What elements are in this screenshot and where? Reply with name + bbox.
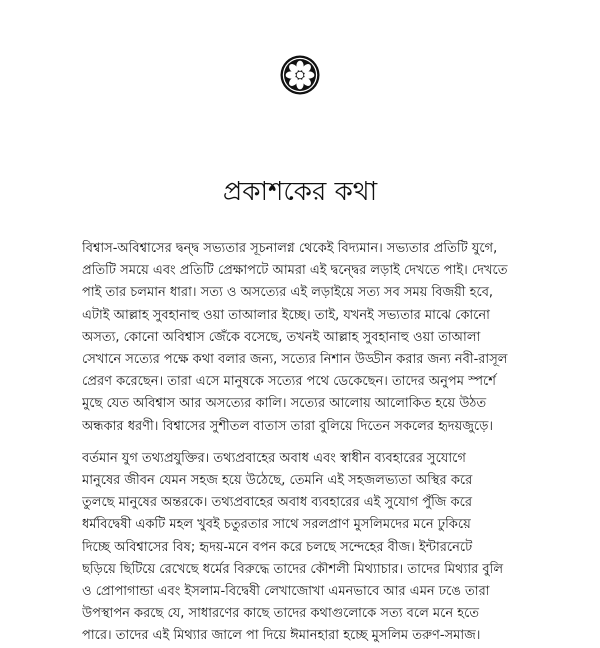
text-line: প্রতিটি সময়ে এবং প্রতিটি প্রেক্ষাপটে আমরা এই দ্বন্দ্বের লড়াই দেখতে পাই। দেখতে [82, 263, 508, 279]
page-title: প্রকাশকের কথা [222, 177, 378, 207]
text-line: অসত্য, কোনো অবিশ্বাস জেঁকে বসেছে, তখনই আল্লাহ সুবহানাহু ওয়া তাআলা [82, 329, 481, 345]
text-line: প্রেরণ করেছেন। তারা এসে মানুষকে সত্যের পথে ডেকেছেন। তাদের অনুপম স্পর্শে [82, 374, 496, 390]
paragraph [82, 238, 542, 438]
text-line: এটাই আল্লাহ সুবহানাহু ওয়া তাআলার ইচ্ছে। তাই, যখনই সভ্যতার মাঝে কোনো [82, 307, 490, 323]
text-line: অন্ধকার ধরণী। বিশ্বাসের সুশীতল বাতাস তারা বুলিয়ে দিতেন সকলের হৃদয়জুড়ে। [82, 418, 494, 434]
text-line: বর্তমান যুগ তথ্যপ্রযুক্তির। তথ্যপ্রবাহের অবাধ এবং স্বাধীন ব্যবহারের সুযোগে [82, 450, 466, 466]
paragraph [82, 448, 542, 648]
text-line: মানুষের জীবন যেমন সহজ হয়ে উঠেছে, তেমনি এই সহজলভ্যতা অস্থির করে [82, 473, 473, 489]
text-line: উপস্থাপন করছে যে, সাধারণের কাছে তাদের কথাগুলোকে সত্য বলে মনে হতে [82, 606, 480, 622]
text-line: সেখানে সত্যের পক্ষে কথা বলার জন্য, সত্যের নিশান উড্ডীন করার জন্য নবী-রাসূল [82, 352, 508, 368]
text-line: পাই তার চলমান ধারা। সত্য ও অসত্যের এই লড়াইয়ে সত্য সব সময় বিজয়ী হবে, [82, 285, 494, 301]
body-text [82, 238, 542, 648]
text-line: দিচ্ছে অবিশ্বাসের বিষ; হৃদয়-মনে বপন করে চলছে সন্দেহের বীজ। ইন্টারনেটে [82, 539, 473, 555]
text-line: ধর্মবিদ্বেষী একটি মহল খুবই চতুরতার সাথে সরলপ্রাণ মুসলিমদের মনে ঢুকিয়ে [82, 517, 471, 533]
flower-ornament-icon [279, 54, 321, 96]
text-line: পারে। তাদের এই মিথ্যার জালে পা দিয়ে ঈমানহারা হচ্ছে মুসলিম তরুণ-সমাজ। [82, 628, 481, 644]
text-line: বিশ্বাস-অবিশ্বাসের দ্বন্দ্ব সভ্যতার সূচনালগ্ন থেকেই বিদ্যমান। সভ্যতার প্রতিটি যুগে, [82, 241, 498, 256]
text-line: মুছে যেত অবিশ্বাস আর অসত্যের কালি। সত্যের আলোয় আলোকিত হয়ে উঠত [82, 396, 487, 412]
text-line: ও প্রোপাগান্ডা এবং ইসলাম-বিদ্বেষী লেখাজোখা এমনভাবে আর এমন ঢঙে তারা [82, 584, 490, 600]
text-line: ছড়িয়ে ছিটিয়ে রেখেছে ধর্মের বিরুদ্ধে তাদের কৌশলী মিথ্যাচার। তাদের মিথ্যার বুলি [82, 561, 504, 577]
text-line: তুলছে মানুষের অন্তরকে। তথ্যপ্রবাহের অবাধ ব্যবহারের এই সুযোগ পুঁজি করে [82, 495, 473, 511]
